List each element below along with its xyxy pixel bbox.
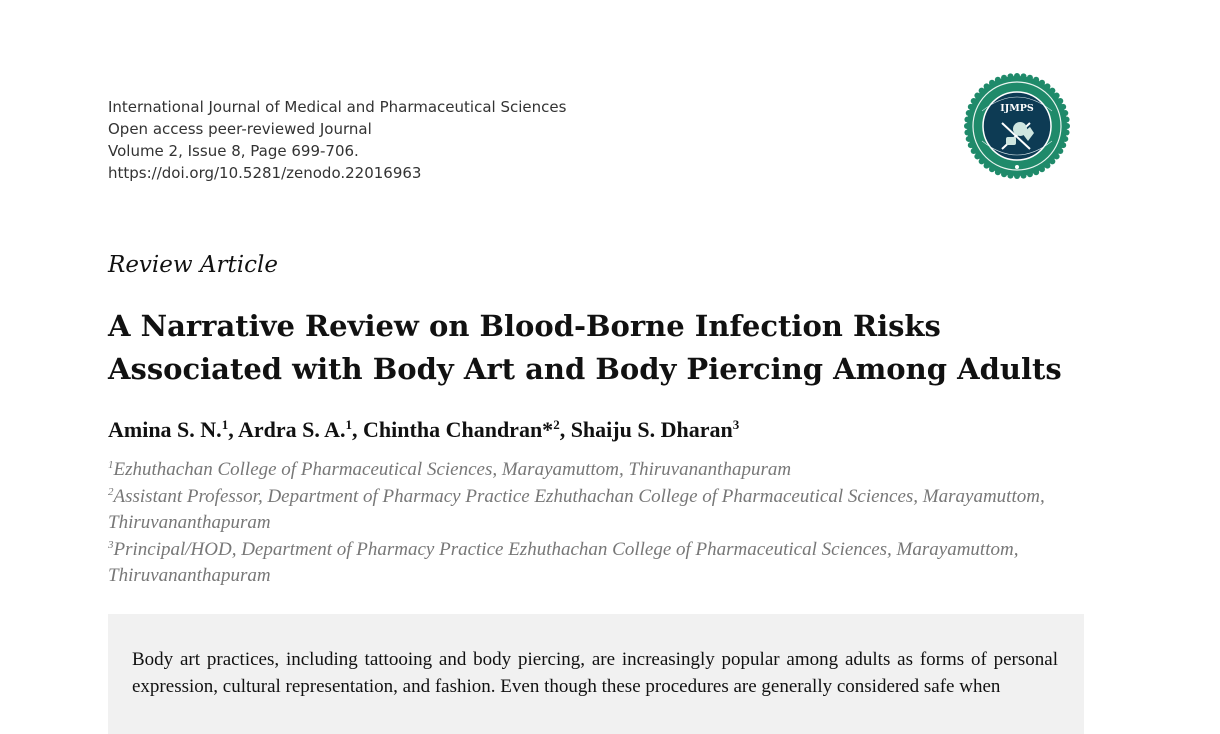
seal-edge-dot (971, 98, 977, 104)
seal-edge-dot (1049, 158, 1055, 164)
abstract-box (108, 614, 1084, 734)
affiliation-text: Principal/HOD, Department of Pharmacy Practice Ezhuthachan College of Pharmaceutical Sciences, Marayamuttom, Thiruvananthapuram (108, 538, 1019, 586)
doi-link[interactable]: https://doi.org/10.5281/zenodo.22016963 (108, 164, 422, 182)
affiliation-item (108, 457, 1088, 484)
seal-edge-dot (1054, 153, 1060, 159)
affiliation-mark: 2 (108, 485, 114, 498)
seal-edge-dot (995, 77, 1001, 83)
seal-edge-dot (1021, 73, 1027, 79)
author-name[interactable]: Shaiju S. Dharan (570, 417, 733, 442)
seal-edge-dot (989, 80, 995, 86)
seal-edge-dot (966, 110, 972, 116)
author-sep: , (352, 417, 364, 442)
seal-edge-dot (968, 104, 974, 110)
journal-header (108, 96, 566, 184)
seal-edge-dot (1007, 173, 1013, 179)
seal-edge-dot (1001, 171, 1007, 177)
seal-edge-dot (979, 158, 985, 164)
affiliation-text: Ezhuthachan College of Pharmaceutical Sciences, Marayamuttom, Thiruvananthapuram (113, 459, 792, 480)
seal-edge-dot (964, 123, 970, 129)
seal-edge-dot (1039, 80, 1045, 86)
seal-edge-dot (1064, 116, 1070, 122)
seal-edge-dot (1062, 110, 1068, 116)
seal-edge-dot (979, 88, 985, 94)
seal-edge-dot (1014, 73, 1020, 79)
seal-edge-dot (984, 163, 990, 169)
seal-edge-dot (1049, 88, 1055, 94)
seal-edge-dot (1064, 130, 1070, 136)
seal-edge-dot (1027, 171, 1033, 177)
seal-edge-dot (989, 166, 995, 172)
author-name[interactable]: Chintha Chandran* (363, 417, 554, 442)
seal-edge-dot (995, 169, 1001, 175)
seal-edge-dot (984, 83, 990, 89)
seal-edge-dot (1001, 75, 1007, 81)
abstract-text: Body art practices, including tattooing and body piercing, are increasingly popular among adults as forms of personal expression, cultural representation, and fashion. Even though these procedures are generally considered safe when (132, 649, 1058, 697)
article-type: Review Article (108, 252, 278, 278)
author-affil-mark: 1 (345, 417, 353, 432)
seal-edge-dot (964, 130, 970, 136)
author-name[interactable]: Ardra S. A. (237, 417, 346, 442)
seal-edge-dot (1062, 136, 1068, 142)
seal-edge-dot (1064, 123, 1070, 129)
volume-info: Volume 2, Issue 8, Page 699-706. (108, 142, 359, 160)
author-list (108, 417, 739, 443)
author-affil-mark: 2 (553, 417, 560, 432)
journal-logo (962, 71, 1072, 181)
journal-type: Open access peer-reviewed Journal (108, 120, 372, 138)
journal-seal-icon (962, 71, 1072, 181)
affiliation-mark: 1 (108, 459, 114, 471)
seal-edge-dot (1007, 73, 1013, 79)
author-affil-mark: 1 (221, 417, 229, 432)
affiliation-list (108, 457, 1088, 590)
seal-edge-dot (1060, 142, 1066, 148)
affiliation-item (108, 537, 1088, 590)
seal-edge-dot (1057, 148, 1063, 154)
seal-edge-dot (1033, 77, 1039, 83)
author-affil-mark: 3 (732, 417, 740, 432)
seal-edge-dot (1044, 83, 1050, 89)
seal-edge-dot (1057, 98, 1063, 104)
seal-edge-dot (966, 136, 972, 142)
seal-edge-dot (1033, 169, 1039, 175)
seal-edge-dot (971, 148, 977, 154)
logo-text: IJMPS (1000, 103, 1034, 114)
seal-edge-dot (1039, 166, 1045, 172)
seal-edge-dot (1014, 173, 1020, 179)
seal-edge-dot (1027, 75, 1033, 81)
affiliation-item (108, 484, 1088, 537)
seal-edge-dot (1054, 93, 1060, 99)
affiliation-text: Assistant Professor, Department of Pharmacy Practice Ezhuthachan College of Pharmaceutical Sciences, Marayamuttom, Thiruvananthapuram (108, 485, 1045, 533)
author-sep: , (228, 417, 238, 442)
journal-name: International Journal of Medical and Pharmaceutical Sciences (108, 98, 567, 116)
author-name[interactable]: Amina S. N. (108, 417, 222, 442)
seal-edge-dot (968, 142, 974, 148)
article-title: A Narrative Review on Blood-Borne Infection Risks Associated with Body Art and Body Piercing Among Adults (108, 309, 1062, 386)
seal-edge-dot (1060, 104, 1066, 110)
seal-edge-dot (1044, 163, 1050, 169)
affiliation-mark: 3 (108, 538, 114, 551)
seal-edge-dot (974, 153, 980, 159)
seal-edge-dot (1021, 173, 1027, 179)
seal-edge-dot (974, 93, 980, 99)
author-sep: , (559, 417, 571, 442)
seal-edge-dot (964, 116, 970, 122)
